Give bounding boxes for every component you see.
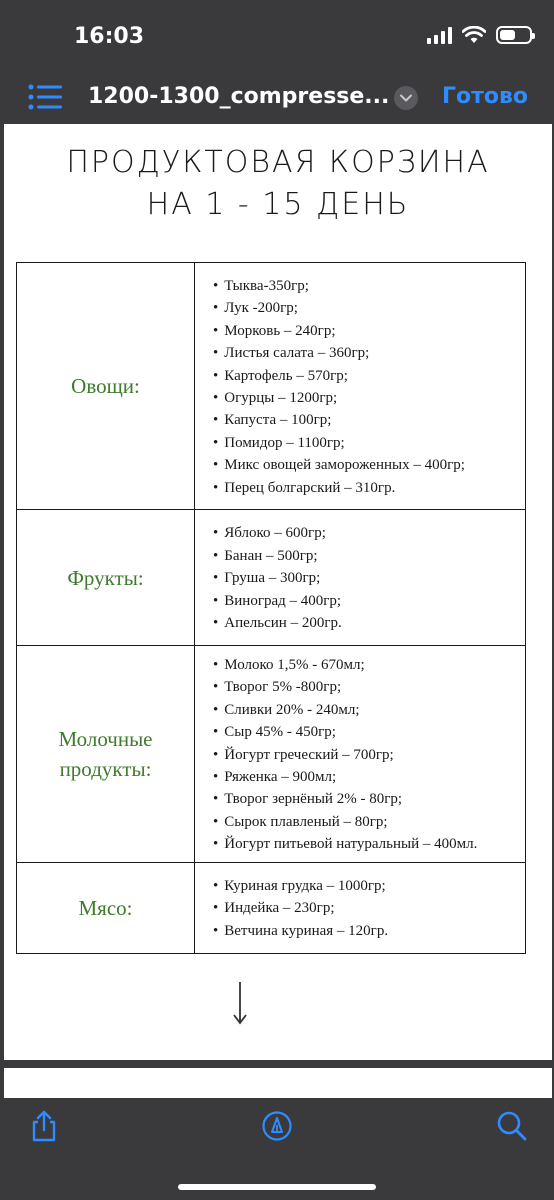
list-item: • Йогурт питьевой натуральный – 400мл. <box>213 833 515 855</box>
cellular-signal-icon <box>427 26 452 44</box>
list-item: • Апельсин – 200гр. <box>213 612 515 634</box>
items-cell <box>195 510 526 646</box>
item-list <box>213 654 515 856</box>
chevron-down-icon <box>400 94 412 102</box>
list-item: • Листья салата – 360гр; <box>213 342 515 364</box>
arrow-down-icon <box>230 980 250 1026</box>
share-icon[interactable] <box>28 1110 60 1142</box>
battery-icon <box>496 26 532 44</box>
heading-line-1: ПРОДУКТОВАЯ КОРЗИНА <box>66 145 490 180</box>
list-item: • Ветчина куриная – 120гр. <box>213 920 515 942</box>
list-item: • Тыква-350гр; <box>213 275 515 297</box>
category-label: Овощи: <box>17 263 195 510</box>
list-item: • Лук -200гр; <box>213 297 515 319</box>
list-item: • Ряженка – 900мл; <box>213 766 515 788</box>
list-item: • Сливки 20% - 240мл; <box>213 699 515 721</box>
heading-line-2: НА 1 - 15 ДЕНЬ <box>146 187 410 222</box>
list-item: • Творог зернёный 2% - 80гр; <box>213 788 515 810</box>
table-row <box>17 263 526 510</box>
wifi-icon <box>462 26 486 44</box>
list-item: • Картофель – 570гр; <box>213 365 515 387</box>
list-icon[interactable] <box>28 84 62 110</box>
list-item: • Помидор – 1100гр; <box>213 432 515 454</box>
list-item: • Сыр 45% - 450гр; <box>213 721 515 743</box>
markup-icon[interactable] <box>261 1110 293 1142</box>
title-menu-button[interactable] <box>394 86 418 110</box>
list-item: • Банан – 500гр; <box>213 545 515 567</box>
navigation-bar <box>0 70 554 124</box>
done-button[interactable]: Готово <box>441 84 528 109</box>
item-list <box>213 522 515 634</box>
list-item: • Куриная грудка – 1000гр; <box>213 875 515 897</box>
list-item: • Огурцы – 1200гр; <box>213 387 515 409</box>
category-label: Мясо: <box>17 862 195 953</box>
status-icons <box>427 26 532 44</box>
search-icon[interactable] <box>496 1110 528 1142</box>
list-item: • Микс овощей замороженных – 400гр; <box>213 454 515 476</box>
list-item: • Йогурт греческий – 700гр; <box>213 744 515 766</box>
list-item: • Груша – 300гр; <box>213 567 515 589</box>
items-cell <box>195 646 526 863</box>
list-item: • Творог 5% -800гр; <box>213 676 515 698</box>
list-item: • Капуста – 100гр; <box>213 409 515 431</box>
table-row <box>17 510 526 646</box>
items-cell <box>195 263 526 510</box>
list-item: • Молоко 1,5% - 670мл; <box>213 654 515 676</box>
category-label: Молочные продукты: <box>17 646 195 863</box>
item-list <box>213 875 515 942</box>
table-row <box>17 862 526 953</box>
next-document-page <box>4 1068 552 1098</box>
list-item: • Виноград – 400гр; <box>213 590 515 612</box>
status-time: 16:03 <box>74 24 145 49</box>
page-heading <box>4 142 552 226</box>
status-bar <box>0 0 554 70</box>
list-item: • Яблоко – 600гр; <box>213 522 515 544</box>
list-item: • Индейка – 230гр; <box>213 897 515 919</box>
list-item: • Морковь – 240гр; <box>213 320 515 342</box>
grocery-table <box>16 262 526 954</box>
items-cell <box>195 862 526 953</box>
category-label: Фрукты: <box>17 510 195 646</box>
list-item: • Перец болгарский – 310гр. <box>213 477 515 499</box>
table-row <box>17 646 526 863</box>
document-title[interactable]: 1200-1300_compresse... <box>88 84 390 109</box>
list-item: • Сырок плавленый – 80гр; <box>213 811 515 833</box>
item-list <box>213 275 515 499</box>
document-page <box>4 124 552 1060</box>
home-indicator[interactable] <box>178 1184 376 1190</box>
